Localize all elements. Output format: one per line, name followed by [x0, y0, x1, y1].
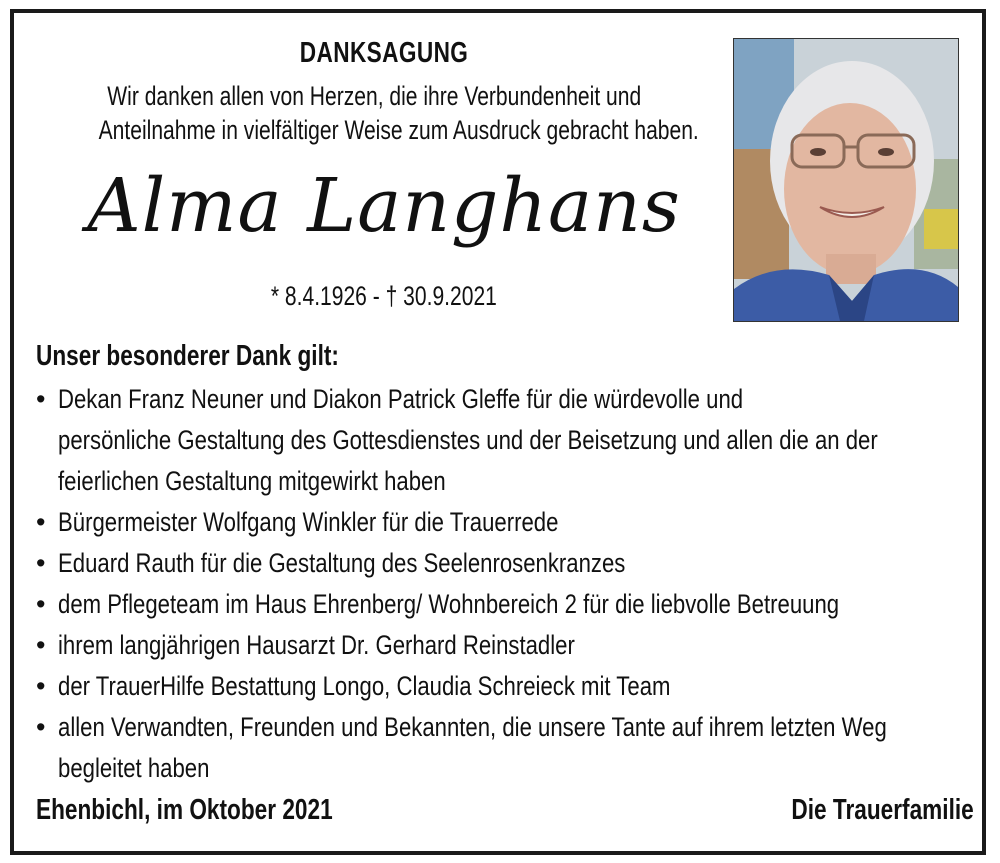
list-item-line: Eduard Rauth für die Gestaltung des Seelenrosenkranzes: [58, 548, 626, 578]
list-item: [36, 584, 976, 625]
bullet: •: [36, 384, 46, 414]
life-dates: * 8.4.1926 - † 30.9.2021: [270, 281, 498, 311]
place-and-date: Ehenbichl, im Oktober 2021: [36, 794, 333, 826]
thanks-list: [36, 379, 976, 789]
deceased-name: Alma Langhans: [87, 163, 681, 249]
bullet: •: [36, 671, 46, 701]
bullet: •: [36, 712, 46, 742]
family-signature: Die Trauerfamilie: [791, 794, 974, 826]
intro-line-2: Anteilnahme in vielfältiger Weise zum Ausdruck gebracht haben.: [98, 115, 699, 145]
obituary-notice: [10, 9, 986, 855]
thanks-heading: Unser besonderer Dank gilt:: [36, 340, 339, 372]
list-item-line: ihrem langjährigen Hausarzt Dr. Gerhard Reinstadler: [58, 630, 575, 660]
list-item-line: persönliche Gestaltung des Gottesdienstes und der Beisetzung und allen die an der: [58, 425, 878, 455]
list-item-line: der TrauerHilfe Bestattung Longo, Claudia Schreieck mit Team: [58, 671, 671, 701]
bullet: •: [36, 630, 46, 660]
list-item-line: Dekan Franz Neuner und Diakon Patrick Gleffe für die würdevolle und: [58, 384, 744, 414]
list-item: [36, 666, 976, 707]
list-item: [36, 707, 976, 789]
list-item: [36, 379, 976, 502]
list-item-line: dem Pflegeteam im Haus Ehrenberg/ Wohnbereich 2 für die liebvolle Betreuung: [58, 589, 840, 619]
notice-heading: DANKSAGUNG: [299, 37, 469, 69]
intro-line-1: Wir danken allen von Herzen, die ihre Verbundenheit und: [107, 81, 641, 111]
list-item-line: begleitet haben: [58, 753, 210, 783]
list-item-line: feierlichen Gestaltung mitgewirkt haben: [58, 466, 446, 496]
bullet: •: [36, 507, 46, 537]
list-item-line: Bürgermeister Wolfgang Winkler für die Trauerrede: [58, 507, 559, 537]
list-item-line: allen Verwandten, Freunden und Bekannten, die unsere Tante auf ihrem letzten Weg: [58, 712, 887, 742]
list-item: [36, 625, 976, 666]
bullet: •: [36, 548, 46, 578]
list-item: [36, 543, 976, 584]
list-item: [36, 502, 976, 543]
portrait-photo: [733, 38, 959, 322]
bullet: •: [36, 589, 46, 619]
